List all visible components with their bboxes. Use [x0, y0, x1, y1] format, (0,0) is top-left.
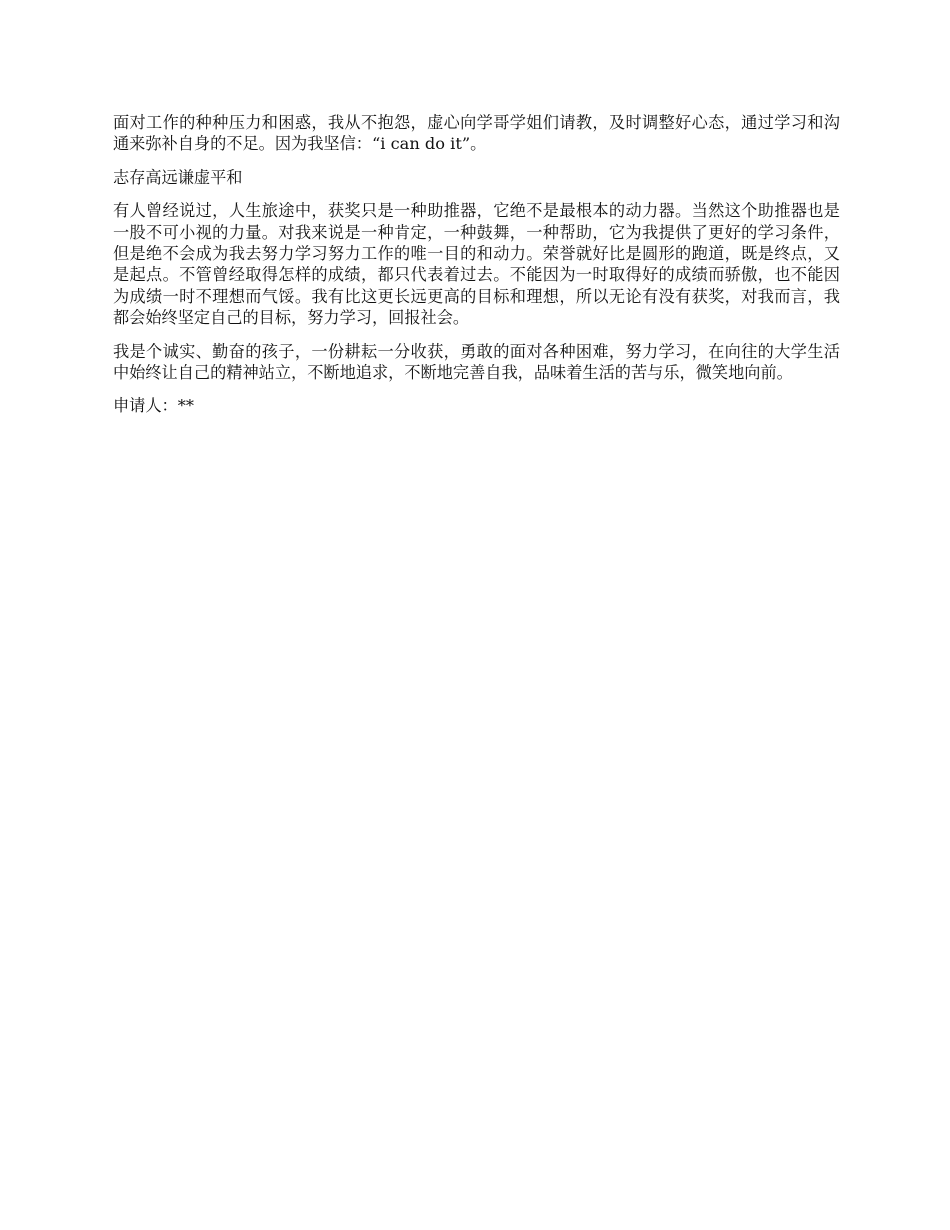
document-body — [113, 112, 840, 417]
section-heading: 志存高远谦虚平和 — [113, 167, 243, 187]
paragraph-awards: 有人曾经说过，人生旅途中，获奖只是一种助推器，它绝不是最根本的动力器。当然这个助推器也是一股不可小视的力量。对我来说是一种肯定，一种鼓舞，一种帮助，它为我提供了更好的学习条件，但是绝不会成为我去努力学习努力工作的唯一目的和动力。荣誉就好比是圆形的跑道，既是终点，又是起点。不管曾经取得怎样的成绩，都只代表着过去。不能因为一时取得好的成绩而骄傲，也不能因为成绩一时不理想而气馁。我有比这更长远更高的目标和理想，所以无论有没有获奖，对我而言，我都会始终坚定自己的目标，努力学习，回报社会。 — [113, 201, 840, 328]
paragraph-attitude: 面对工作的种种压力和困惑，我从不抱怨，虚心向学哥学姐们请教，及时调整好心态，通过学习和沟通来弥补自身的不足。因为我坚信：“i can do it”。 — [113, 113, 840, 154]
applicant-signature: 申请人：** — [113, 396, 194, 416]
paragraph-character: 我是个诚实、勤奋的孩子，一份耕耘一分收获，勇敢的面对各种困难，努力学习，在向往的大学生活中始终让自己的精神站立，不断地追求，不断地完善自我，品味着生活的苦与乐，微笑地向前。 — [113, 341, 840, 383]
